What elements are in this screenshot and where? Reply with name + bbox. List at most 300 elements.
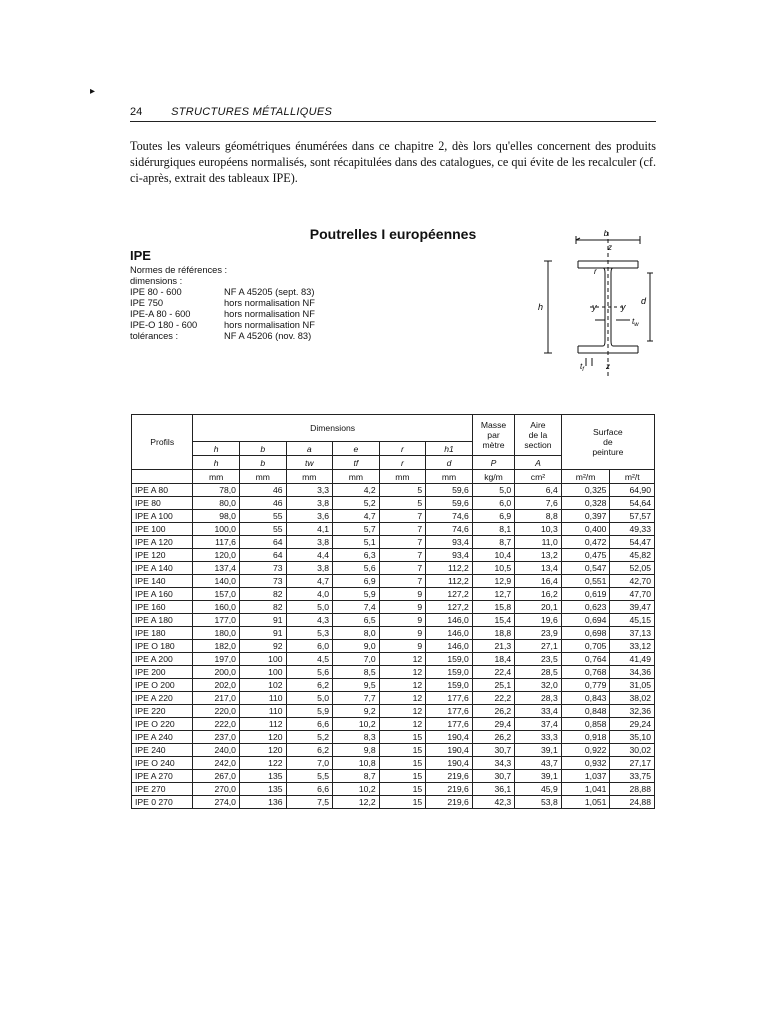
table-cell: 15,8: [472, 601, 514, 614]
table-cell: 8,1: [472, 523, 514, 536]
table-cell: 146,0: [426, 640, 473, 653]
table-cell: 5,7: [333, 523, 380, 536]
i-beam-profile-diagram: [520, 228, 660, 378]
table-cell: 36,1: [472, 783, 514, 796]
table-cell: 25,1: [472, 679, 514, 692]
table-row: [132, 666, 655, 679]
table-cell: 137,4: [193, 562, 240, 575]
dim-label-tf: $t_f$: [580, 362, 584, 373]
table-cell: 10,4: [472, 549, 514, 562]
table-cell: 18,8: [472, 627, 514, 640]
table-cell: 7,0: [333, 653, 380, 666]
table-cell: 12: [379, 718, 426, 731]
table-cell: 135: [239, 783, 286, 796]
table-cell: 159,0: [426, 666, 473, 679]
profile-name-cell: IPE 0 270: [132, 796, 193, 809]
table-cell: 64: [239, 549, 286, 562]
table-row: [132, 796, 655, 809]
table-cell: 0,768: [561, 666, 610, 679]
table-cell: 3,8: [286, 536, 333, 549]
sym-b: b: [239, 442, 286, 456]
table-cell: 93,4: [426, 549, 473, 562]
norm-item: IPE 80 - 600 NF A 45205 (sept. 83): [130, 287, 315, 297]
table-cell: 15: [379, 796, 426, 809]
table-cell: 12: [379, 692, 426, 705]
table-cell: 23,5: [515, 653, 562, 666]
table-cell: 190,4: [426, 731, 473, 744]
norms-title: Normes de références :: [130, 265, 228, 275]
table-cell: 9: [379, 588, 426, 601]
table-row: [132, 718, 655, 731]
unit-cell: mm: [426, 470, 473, 484]
sym2-b: b: [239, 456, 286, 470]
profile-name-cell: IPE A 220: [132, 692, 193, 705]
profile-name-cell: IPE 80: [132, 497, 193, 510]
table-cell: 0,400: [561, 523, 610, 536]
profile-name-cell: IPE O 240: [132, 757, 193, 770]
table-row: [132, 497, 655, 510]
table-cell: 5,3: [286, 627, 333, 640]
table-cell: 10,2: [333, 718, 380, 731]
table-cell: 197,0: [193, 653, 240, 666]
table-cell: 45,82: [610, 549, 655, 562]
table-cell: 13,4: [515, 562, 562, 575]
table-cell: 5,5: [286, 770, 333, 783]
table-cell: 219,6: [426, 796, 473, 809]
table-cell: 6,6: [286, 718, 333, 731]
table-cell: 7: [379, 575, 426, 588]
table-cell: 7: [379, 510, 426, 523]
table-cell: 34,3: [472, 757, 514, 770]
table-cell: 5,0: [286, 601, 333, 614]
table-cell: 10,5: [472, 562, 514, 575]
dim-label-tw: $t_w$: [632, 317, 639, 328]
norms-block: [130, 265, 315, 342]
table-cell: 5,1: [333, 536, 380, 549]
table-cell: 59,6: [426, 497, 473, 510]
table-row: [132, 627, 655, 640]
table-cell: 200,0: [193, 666, 240, 679]
table-cell: 4,3: [286, 614, 333, 627]
table-row: [132, 614, 655, 627]
table-cell: 127,2: [426, 588, 473, 601]
axis-label-y-right: y: [621, 302, 626, 312]
table-cell: 0,932: [561, 757, 610, 770]
table-cell: 10,3: [515, 523, 562, 536]
table-cell: 5,6: [286, 666, 333, 679]
profile-name-cell: IPE 220: [132, 705, 193, 718]
table-cell: 26,2: [472, 705, 514, 718]
table-cell: 32,0: [515, 679, 562, 692]
unit-cell: kg/m: [472, 470, 514, 484]
unit-cell: mm: [333, 470, 380, 484]
table-cell: 8,8: [515, 510, 562, 523]
table-row: [132, 484, 655, 497]
table-cell: 140,0: [193, 575, 240, 588]
table-cell: 32,36: [610, 705, 655, 718]
table-cell: 22,4: [472, 666, 514, 679]
table-cell: 6,2: [286, 744, 333, 757]
table-cell: 5: [379, 497, 426, 510]
dim-label-b: b: [603, 229, 609, 238]
table-cell: 54,64: [610, 497, 655, 510]
table-cell: 0,779: [561, 679, 610, 692]
table-row: [132, 640, 655, 653]
table-cell: 15: [379, 757, 426, 770]
sym-a: a: [286, 442, 333, 456]
table-cell: 1,037: [561, 770, 610, 783]
table-cell: 110: [239, 692, 286, 705]
table-cell: 41,49: [610, 653, 655, 666]
table-cell: 112,2: [426, 562, 473, 575]
sym2-a: A: [515, 456, 562, 470]
axis-label-z-top: z: [608, 243, 612, 252]
table-cell: 135: [239, 770, 286, 783]
table-cell: 27,1: [515, 640, 562, 653]
table-cell: 78,0: [193, 484, 240, 497]
table-cell: 182,0: [193, 640, 240, 653]
table-cell: 53,8: [515, 796, 562, 809]
table-cell: 120,0: [193, 549, 240, 562]
sym-e: e: [333, 442, 380, 456]
table-cell: 74,6: [426, 523, 473, 536]
sym-h1: h1: [426, 442, 473, 456]
col-header-dimensions: Dimensions: [193, 415, 472, 442]
table-cell: 30,02: [610, 744, 655, 757]
col-header-aire: Aire de la section: [515, 415, 562, 456]
table-cell: 102: [239, 679, 286, 692]
table-cell: 39,1: [515, 744, 562, 757]
table-cell: 5,2: [333, 497, 380, 510]
table-cell: 22,2: [472, 692, 514, 705]
header-rule: [130, 121, 656, 122]
table-cell: 0,472: [561, 536, 610, 549]
table-cell: 0,397: [561, 510, 610, 523]
table-cell: 12: [379, 679, 426, 692]
table-cell: 100,0: [193, 523, 240, 536]
table-cell: 5: [379, 484, 426, 497]
table-cell: 73: [239, 575, 286, 588]
table-cell: 5,9: [286, 705, 333, 718]
table-cell: 100: [239, 653, 286, 666]
table-cell: 59,6: [426, 484, 473, 497]
table-cell: 30,7: [472, 770, 514, 783]
table-cell: 3,8: [286, 562, 333, 575]
table-cell: 146,0: [426, 614, 473, 627]
table-cell: 64: [239, 536, 286, 549]
table-cell: 4,0: [286, 588, 333, 601]
table-cell: 6,4: [515, 484, 562, 497]
table-cell: 177,6: [426, 705, 473, 718]
table-cell: 1,041: [561, 783, 610, 796]
table-cell: 28,5: [515, 666, 562, 679]
table-cell: 10,2: [333, 783, 380, 796]
sym-r: r: [379, 442, 426, 456]
table-cell: 20,1: [515, 601, 562, 614]
table-cell: 220,0: [193, 705, 240, 718]
table-row: [132, 770, 655, 783]
table-cell: 0,918: [561, 731, 610, 744]
table-cell: 8,3: [333, 731, 380, 744]
table-cell: 7,0: [286, 757, 333, 770]
table-cell: 91: [239, 627, 286, 640]
table-cell: 13,2: [515, 549, 562, 562]
table-cell: 9,0: [333, 640, 380, 653]
table-cell: 98,0: [193, 510, 240, 523]
profile-name-cell: IPE 160: [132, 601, 193, 614]
profile-name-cell: IPE A 240: [132, 731, 193, 744]
table-cell: 12,7: [472, 588, 514, 601]
table-cell: 12: [379, 705, 426, 718]
section-heading: Poutrelles I européennes: [309, 226, 477, 242]
axis-label-z-bottom: z: [606, 362, 610, 371]
table-cell: 39,1: [515, 770, 562, 783]
page-corner-mark: ▸: [90, 86, 96, 97]
table-cell: 159,0: [426, 653, 473, 666]
table-row: [132, 562, 655, 575]
table-cell: 7: [379, 523, 426, 536]
table-cell: 0,623: [561, 601, 610, 614]
table-row: [132, 510, 655, 523]
table-cell: 46: [239, 484, 286, 497]
table-row: [132, 783, 655, 796]
table-cell: 52,05: [610, 562, 655, 575]
table-cell: 28,88: [610, 783, 655, 796]
table-cell: 33,75: [610, 770, 655, 783]
sym2-r: r: [379, 456, 426, 470]
profile-name-cell: IPE 120: [132, 549, 193, 562]
table-cell: 82: [239, 601, 286, 614]
table-row: [132, 575, 655, 588]
profile-name-cell: IPE 270: [132, 783, 193, 796]
table-cell: 23,9: [515, 627, 562, 640]
table-cell: 64,90: [610, 484, 655, 497]
table-cell: 45,15: [610, 614, 655, 627]
table-cell: 0,619: [561, 588, 610, 601]
table-cell: 4,4: [286, 549, 333, 562]
table-cell: 9: [379, 640, 426, 653]
table-cell: 217,0: [193, 692, 240, 705]
table-cell: 5,6: [333, 562, 380, 575]
table-row: [132, 679, 655, 692]
page-number: 24: [130, 106, 143, 118]
table-cell: 8,7: [333, 770, 380, 783]
table-cell: 9: [379, 614, 426, 627]
table-cell: 12,2: [333, 796, 380, 809]
table-cell: 136: [239, 796, 286, 809]
table-cell: 42,3: [472, 796, 514, 809]
table-cell: 9: [379, 601, 426, 614]
table-cell: 3,3: [286, 484, 333, 497]
table-cell: 6,9: [333, 575, 380, 588]
table-cell: 91: [239, 614, 286, 627]
running-head: [130, 106, 656, 118]
table-cell: 46: [239, 497, 286, 510]
table-cell: 33,3: [515, 731, 562, 744]
table-cell: 11,0: [515, 536, 562, 549]
table-cell: 55: [239, 510, 286, 523]
table-cell: 0,475: [561, 549, 610, 562]
table-cell: 3,8: [286, 497, 333, 510]
table-cell: 127,2: [426, 601, 473, 614]
unit-cell: mm: [286, 470, 333, 484]
sym2-tw: tw: [286, 456, 333, 470]
table-cell: 15: [379, 783, 426, 796]
table-cell: 4,5: [286, 653, 333, 666]
unit-cell: mm: [239, 470, 286, 484]
table-cell: 177,0: [193, 614, 240, 627]
table-cell: 80,0: [193, 497, 240, 510]
table-row: [132, 744, 655, 757]
unit-cell: m²/t: [610, 470, 655, 484]
table-cell: 112: [239, 718, 286, 731]
table-cell: 15,4: [472, 614, 514, 627]
norms-subtitle: dimensions :: [130, 276, 183, 286]
table-cell: 12: [379, 666, 426, 679]
profile-name-cell: IPE O 200: [132, 679, 193, 692]
table-cell: 12: [379, 653, 426, 666]
intro-paragraph: Toutes les valeurs géométriques énumérées dans ce chapitre 2, dès lors qu'elles concernent des produits sidérurgiques européens normalisés, sont récapitulées dans des catalogues, ce qui évite de les recalculer (cf. ci-après, extrait des tableaux IPE).: [130, 139, 656, 185]
table-cell: 6,3: [333, 549, 380, 562]
table-cell: 0,698: [561, 627, 610, 640]
col-header-surface: Surface de peinture: [561, 415, 654, 470]
ipe-dimensions-table: [131, 414, 655, 809]
table-cell: 6,0: [472, 497, 514, 510]
profile-name-cell: IPE 140: [132, 575, 193, 588]
table-cell: 1,051: [561, 796, 610, 809]
norm-item: tolérances : NF A 45206 (nov. 83): [130, 331, 312, 341]
table-cell: 16,2: [515, 588, 562, 601]
profile-name-cell: IPE O 180: [132, 640, 193, 653]
table-cell: 15: [379, 731, 426, 744]
table-cell: 33,4: [515, 705, 562, 718]
dim-label-d: d: [641, 296, 647, 306]
table-cell: 29,24: [610, 718, 655, 731]
table-row: [132, 549, 655, 562]
table-cell: 0,764: [561, 653, 610, 666]
table-cell: 21,3: [472, 640, 514, 653]
table-cell: 29,4: [472, 718, 514, 731]
table-cell: 0,705: [561, 640, 610, 653]
table-row: [132, 705, 655, 718]
profile-name-cell: IPE A 180: [132, 614, 193, 627]
table-cell: 157,0: [193, 588, 240, 601]
table-cell: 27,17: [610, 757, 655, 770]
table-cell: 19,6: [515, 614, 562, 627]
table-row: [132, 692, 655, 705]
table-row: [132, 523, 655, 536]
table-cell: 37,4: [515, 718, 562, 731]
profile-name-cell: IPE 180: [132, 627, 193, 640]
table-cell: 7,5: [286, 796, 333, 809]
table-cell: 177,6: [426, 692, 473, 705]
table-cell: 26,2: [472, 731, 514, 744]
table-cell: 222,0: [193, 718, 240, 731]
table-cell: 0,551: [561, 575, 610, 588]
table-cell: 8,5: [333, 666, 380, 679]
sym-h: h: [193, 442, 240, 456]
table-cell: 6,9: [472, 510, 514, 523]
table-cell: 47,70: [610, 588, 655, 601]
col-header-masse: Masse par mètre: [472, 415, 514, 456]
table-cell: 7: [379, 536, 426, 549]
table-cell: 33,12: [610, 640, 655, 653]
table-cell: 4,2: [333, 484, 380, 497]
table-cell: 5,0: [472, 484, 514, 497]
table-cell: 180,0: [193, 627, 240, 640]
table-cell: 37,13: [610, 627, 655, 640]
dim-label-r: r: [594, 267, 597, 276]
table-cell: 5,2: [286, 731, 333, 744]
table-cell: 0,848: [561, 705, 610, 718]
unit-cell: cm²: [515, 470, 562, 484]
profile-name-cell: IPE A 100: [132, 510, 193, 523]
sym2-d: d: [426, 456, 473, 470]
axis-label-y-left: y: [592, 302, 597, 312]
table-row: [132, 757, 655, 770]
table-cell: 49,33: [610, 523, 655, 536]
chapter-title: STRUCTURES MÉTALLIQUES: [171, 106, 333, 118]
profile-name-cell: IPE A 200: [132, 653, 193, 666]
unit-cell: mm: [193, 470, 240, 484]
table-cell: 9: [379, 627, 426, 640]
table-cell: 0,547: [561, 562, 610, 575]
table-cell: 16,4: [515, 575, 562, 588]
table-cell: 120: [239, 731, 286, 744]
table-cell: 202,0: [193, 679, 240, 692]
table-cell: 0,328: [561, 497, 610, 510]
table-cell: 9,8: [333, 744, 380, 757]
dim-label-h: h: [538, 302, 544, 312]
table-cell: 190,4: [426, 744, 473, 757]
table-cell: 4,7: [333, 510, 380, 523]
table-cell: 122: [239, 757, 286, 770]
table-cell: 160,0: [193, 601, 240, 614]
table-cell: 237,0: [193, 731, 240, 744]
table-cell: 4,1: [286, 523, 333, 536]
table-cell: 5,9: [333, 588, 380, 601]
profile-name-cell: IPE A 120: [132, 536, 193, 549]
table-cell: 6,5: [333, 614, 380, 627]
table-cell: 0,858: [561, 718, 610, 731]
table-row: [132, 653, 655, 666]
table-cell: 54,47: [610, 536, 655, 549]
profile-name-cell: IPE 100: [132, 523, 193, 536]
table-cell: 12,9: [472, 575, 514, 588]
table-cell: 100: [239, 666, 286, 679]
profile-name-cell: IPE 200: [132, 666, 193, 679]
table-cell: 6,0: [286, 640, 333, 653]
table-cell: 7: [379, 562, 426, 575]
table-cell: 242,0: [193, 757, 240, 770]
table-cell: 240,0: [193, 744, 240, 757]
table-cell: 7: [379, 549, 426, 562]
table-cell: 93,4: [426, 536, 473, 549]
table-cell: 4,7: [286, 575, 333, 588]
table-cell: 219,6: [426, 770, 473, 783]
profile-name-cell: IPE A 80: [132, 484, 193, 497]
table-cell: 120: [239, 744, 286, 757]
profile-name-cell: IPE O 220: [132, 718, 193, 731]
table-cell: 57,57: [610, 510, 655, 523]
table-cell: 31,05: [610, 679, 655, 692]
table-cell: 219,6: [426, 783, 473, 796]
sym2-tf: tf: [333, 456, 380, 470]
norm-item: IPE 750 hors normalisation NF: [130, 298, 315, 308]
table-cell: 73: [239, 562, 286, 575]
table-cell: 0,694: [561, 614, 610, 627]
sym2-h: h: [193, 456, 240, 470]
